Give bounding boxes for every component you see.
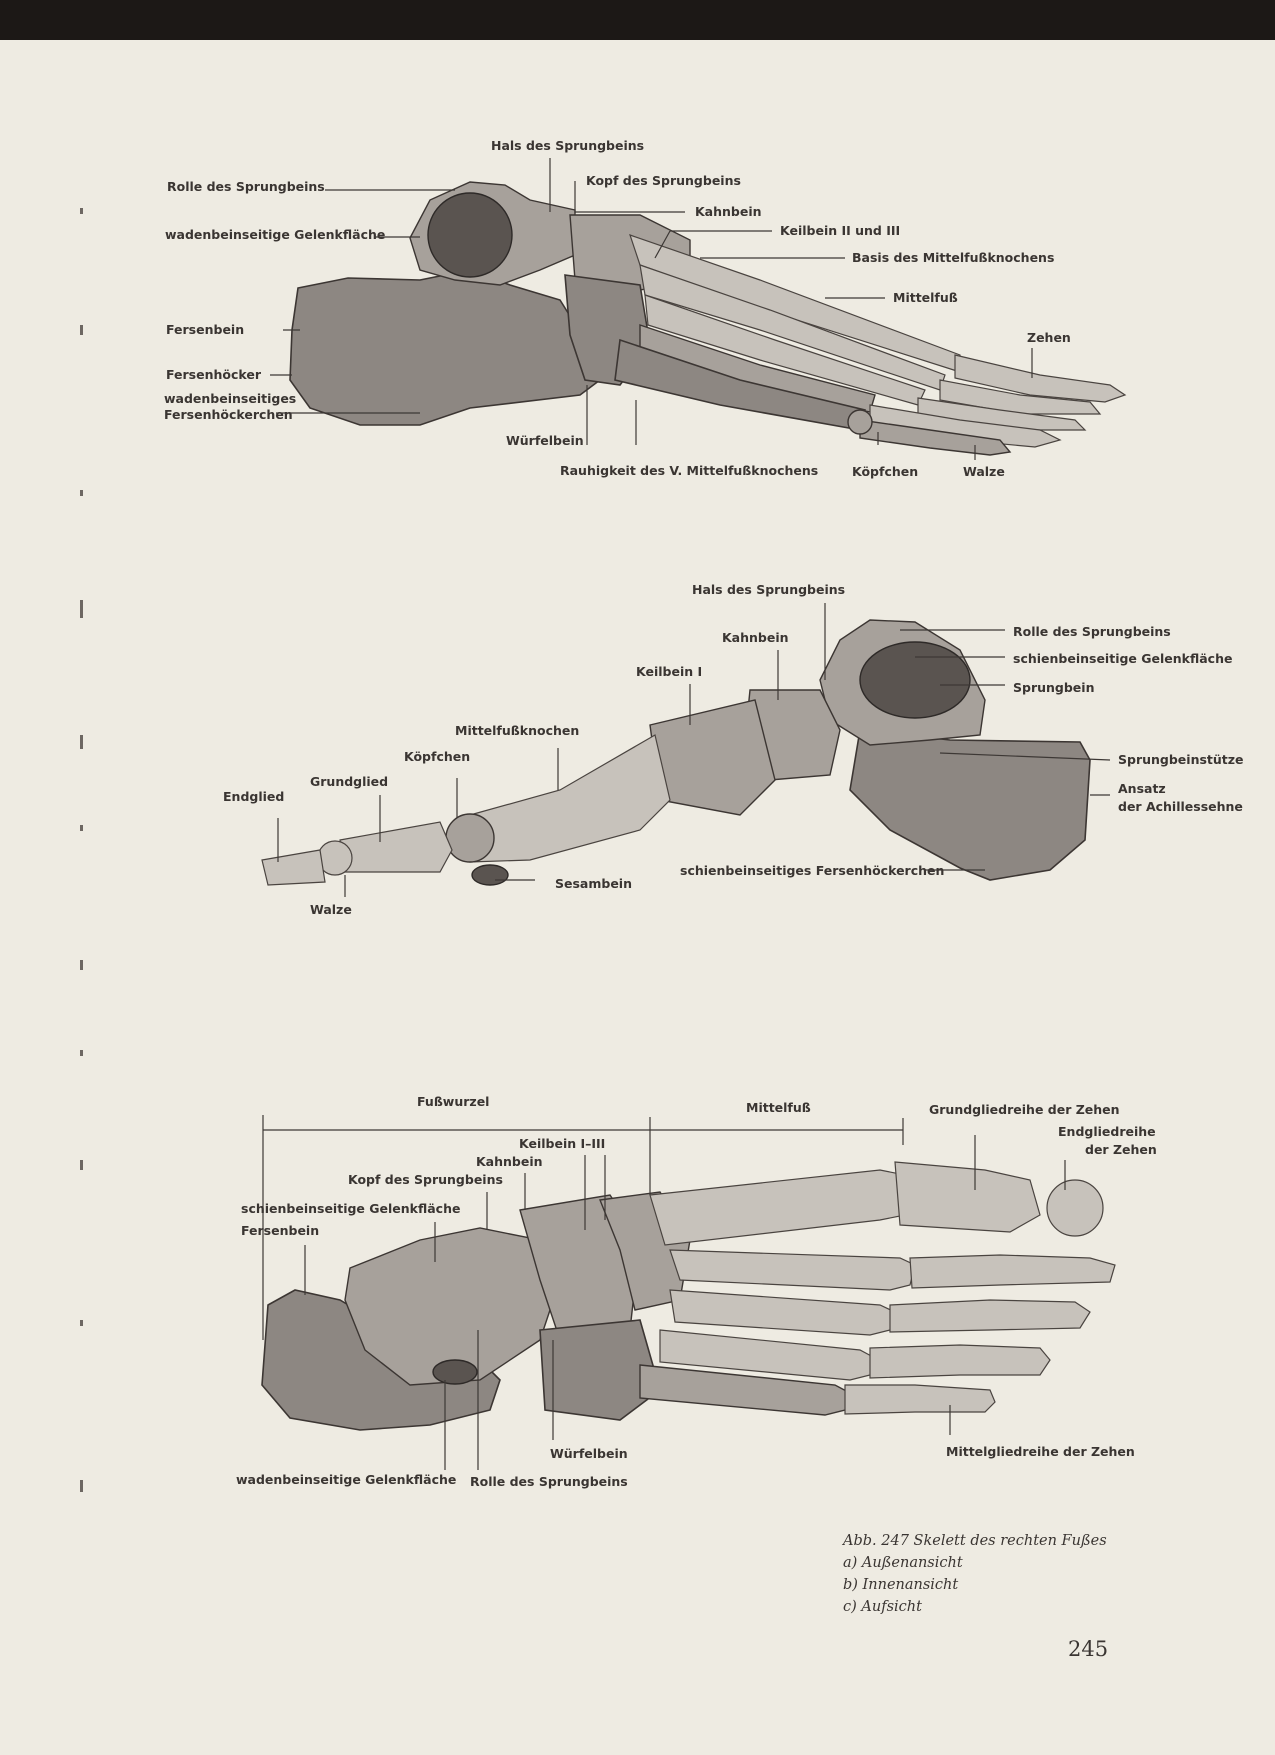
label-grundgliedreihe: Grundgliedreihe der Zehen	[929, 1102, 1120, 1117]
caption-item-a: a) Außenansicht	[843, 1555, 963, 1571]
label-endgliedreihe-zehen: der Zehen	[1085, 1142, 1157, 1157]
foot-skeleton-inner-view	[262, 620, 1090, 885]
label-keilbein-ii-iii: Keilbein II und III	[780, 223, 901, 238]
figure-caption	[841, 1533, 1107, 1615]
label-rolle-sprungbein-c: Rolle des Sprungbeins	[470, 1474, 628, 1489]
label-mittelfuss-c: Mittelfuß	[746, 1100, 811, 1115]
label-fersenbein-c: Fersenbein	[241, 1223, 320, 1238]
label-hals-sprungbein-a: Hals des Sprungbeins	[491, 138, 645, 153]
label-sesambein: Sesambein	[555, 876, 632, 891]
label-mittelfuss-a: Mittelfuß	[893, 290, 958, 305]
label-ansatz: Ansatz	[1118, 781, 1166, 796]
caption-item-c: c) Aufsicht	[843, 1599, 922, 1615]
page-number: 245	[1068, 1637, 1109, 1661]
label-koepfchen-a: Köpfchen	[852, 464, 919, 479]
label-sprungbeinstuetze: Sprungbeinstütze	[1118, 752, 1244, 767]
label-hals-sprungbein-b: Hals des Sprungbeins	[692, 582, 846, 597]
label-endgliedreihe: Endgliedreihe	[1058, 1124, 1156, 1139]
label-basis-mittelfussknochen: Basis des Mittelfußknochens	[852, 250, 1055, 265]
label-mittelgliedreihe: Mittelgliedreihe der Zehen	[946, 1444, 1135, 1459]
label-schienbeinseitige-gelenkflaeche-b: schienbeinseitige Gelenkfläche	[1013, 651, 1233, 666]
label-keilbein-i-iii: Keilbein I–III	[519, 1136, 606, 1151]
label-wuerfelbein-c: Würfelbein	[550, 1446, 628, 1461]
caption-item-b: b) Innenansicht	[843, 1577, 959, 1593]
label-zehen: Zehen	[1027, 330, 1071, 345]
label-rauhigkeit: Rauhigkeit des V. Mittelfußknochens	[560, 463, 819, 478]
label-wadenbeinseitige-gelenkflaeche-c: wadenbeinseitige Gelenkfläche	[236, 1472, 457, 1487]
label-koepfchen-b: Köpfchen	[404, 749, 471, 764]
label-walze-a: Walze	[963, 464, 1005, 479]
foot-skeleton-outer-view	[290, 182, 1125, 455]
label-keilbein-i: Keilbein I	[636, 664, 703, 679]
label-wadenbeinseitige-gelenkflaeche-a: wadenbeinseitige Gelenkfläche	[165, 227, 386, 242]
label-kahnbein-a: Kahnbein	[695, 204, 762, 219]
label-grundglied: Grundglied	[310, 774, 389, 789]
label-wuerfelbein-a: Würfelbein	[506, 433, 584, 448]
label-rolle-sprungbein-b: Rolle des Sprungbeins	[1013, 624, 1171, 639]
label-schienbeinseitiges-fersenhoeckerchen: schienbeinseitiges Fersenhöckerchen	[680, 863, 945, 878]
label-fersenhoeckerchen-a: Fersenhöckerchen	[164, 407, 293, 422]
label-kopf-sprungbein-c: Kopf des Sprungbeins	[348, 1172, 503, 1187]
label-rolle-sprungbein-a: Rolle des Sprungbeins	[167, 179, 325, 194]
label-schienbeinseitige-gelenkflaeche-c: schienbeinseitige Gelenkfläche	[241, 1201, 461, 1216]
label-kopf-sprungbein-a: Kopf des Sprungbeins	[586, 173, 741, 188]
label-kahnbein-b: Kahnbein	[722, 630, 789, 645]
label-mittelfussknochen-b: Mittelfußknochen	[455, 723, 580, 738]
label-achillessehne: der Achillessehne	[1118, 799, 1243, 814]
label-fusswurzel: Fußwurzel	[417, 1094, 490, 1109]
label-wadenbeinseitiges: wadenbeinseitiges	[164, 391, 297, 406]
binding-holes	[80, 208, 83, 1492]
label-kahnbein-c: Kahnbein	[476, 1154, 543, 1169]
label-fersenhoecker: Fersenhöcker	[166, 367, 262, 382]
label-sprungbein-b: Sprungbein	[1013, 680, 1095, 695]
label-walze-b: Walze	[310, 902, 352, 917]
label-fersenbein-a: Fersenbein	[166, 322, 245, 337]
label-endglied: Endglied	[223, 789, 285, 804]
caption-title: Abb. 247 Skelett des rechten Fußes	[843, 1533, 1107, 1549]
